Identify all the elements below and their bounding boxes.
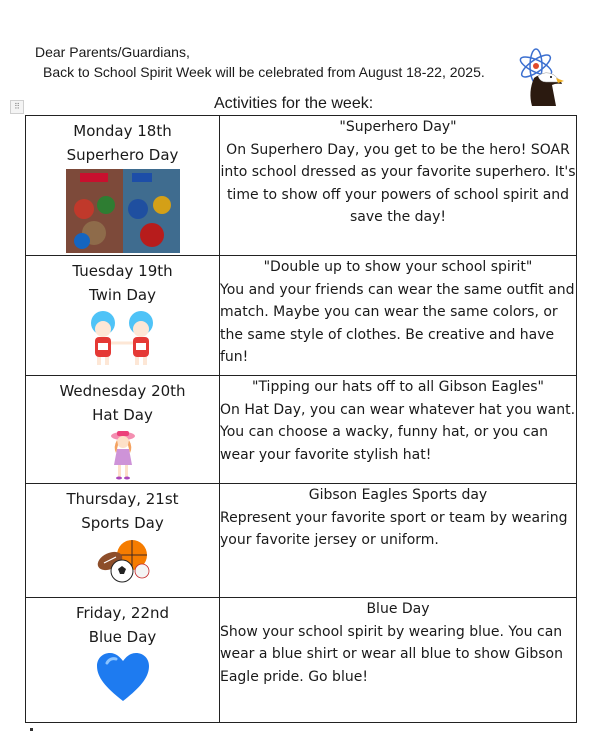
- eagle-atom-logo-icon: [516, 48, 564, 106]
- description-cell: [220, 256, 577, 376]
- activity-description: On Superhero Day, you get to be the hero! SOAR into school dressed as your favorite superhero. It's time to show off your powers of school spirit and save the day!: [220, 141, 576, 225]
- description-cell: [220, 598, 577, 723]
- day-name: Thursday, 21st: [66, 490, 179, 508]
- day-cell: [26, 598, 220, 723]
- activities-heading: Activities for the week:: [214, 95, 374, 112]
- day-name: Wednesday 20th: [59, 382, 186, 400]
- day-theme: Hat Day: [92, 406, 153, 424]
- greeting-line: Dear Parents/Guardians,: [35, 44, 190, 60]
- day-cell: [26, 256, 220, 376]
- activity-title: "Double up to show your school spirit": [263, 259, 533, 275]
- day-theme: Blue Day: [88, 628, 157, 646]
- activity-description: You and your friends can wear the same outfit and match. Maybe you can wear the same colors, or the same style of clothes. Be creative and have fun!: [220, 281, 575, 365]
- description-cell: [220, 484, 577, 598]
- day-name: Monday 18th: [73, 122, 172, 140]
- table-row: [26, 116, 577, 256]
- superhero-collage-image: [66, 169, 180, 253]
- description-cell: [220, 116, 577, 256]
- activity-title: Gibson Eagles Sports day: [308, 487, 488, 503]
- day-name: Friday, 22nd: [75, 604, 170, 622]
- table-move-handle[interactable]: ⠿: [10, 100, 24, 114]
- activity-description: Show your school spirit by wearing blue. You can wear a blue shirt or wear all blue to show Gibson Eagle pride. Go blue!: [220, 623, 563, 685]
- activity-title: "Superhero Day": [339, 119, 457, 135]
- day-theme: Twin Day: [88, 286, 156, 304]
- paragraph-mark: [30, 728, 33, 731]
- activities-table: [25, 115, 577, 723]
- day-cell: [26, 484, 220, 598]
- activity-description: Represent your favorite sport or team by wearing your favorite jersey or uniform.: [220, 509, 568, 548]
- table-row: [26, 256, 577, 376]
- day-theme: Sports Day: [81, 514, 164, 532]
- table-row: [26, 376, 577, 484]
- day-cell: [26, 116, 220, 256]
- table-row: [26, 484, 577, 598]
- table-row: [26, 598, 577, 723]
- day-name: Tuesday 19th: [72, 262, 173, 280]
- blue-heart-icon: [95, 651, 151, 703]
- description-cell: [220, 376, 577, 484]
- activity-description: On Hat Day, you can wear whatever hat you want. You can choose a wacky, funny hat, or you can wear your favorite stylish hat!: [220, 401, 576, 463]
- hat-girl-image: [108, 429, 138, 481]
- announcement-line: Back to School Spirit Week will be celebrated from August 18-22, 2025.: [43, 64, 485, 80]
- day-cell: [26, 376, 220, 484]
- twin-characters-image: [83, 309, 163, 367]
- day-theme: Superhero Day: [66, 146, 179, 164]
- activity-title: Blue Day: [366, 601, 430, 617]
- activity-title: "Tipping our hats off to all Gibson Eagles": [252, 379, 544, 395]
- sports-balls-image: [96, 537, 150, 583]
